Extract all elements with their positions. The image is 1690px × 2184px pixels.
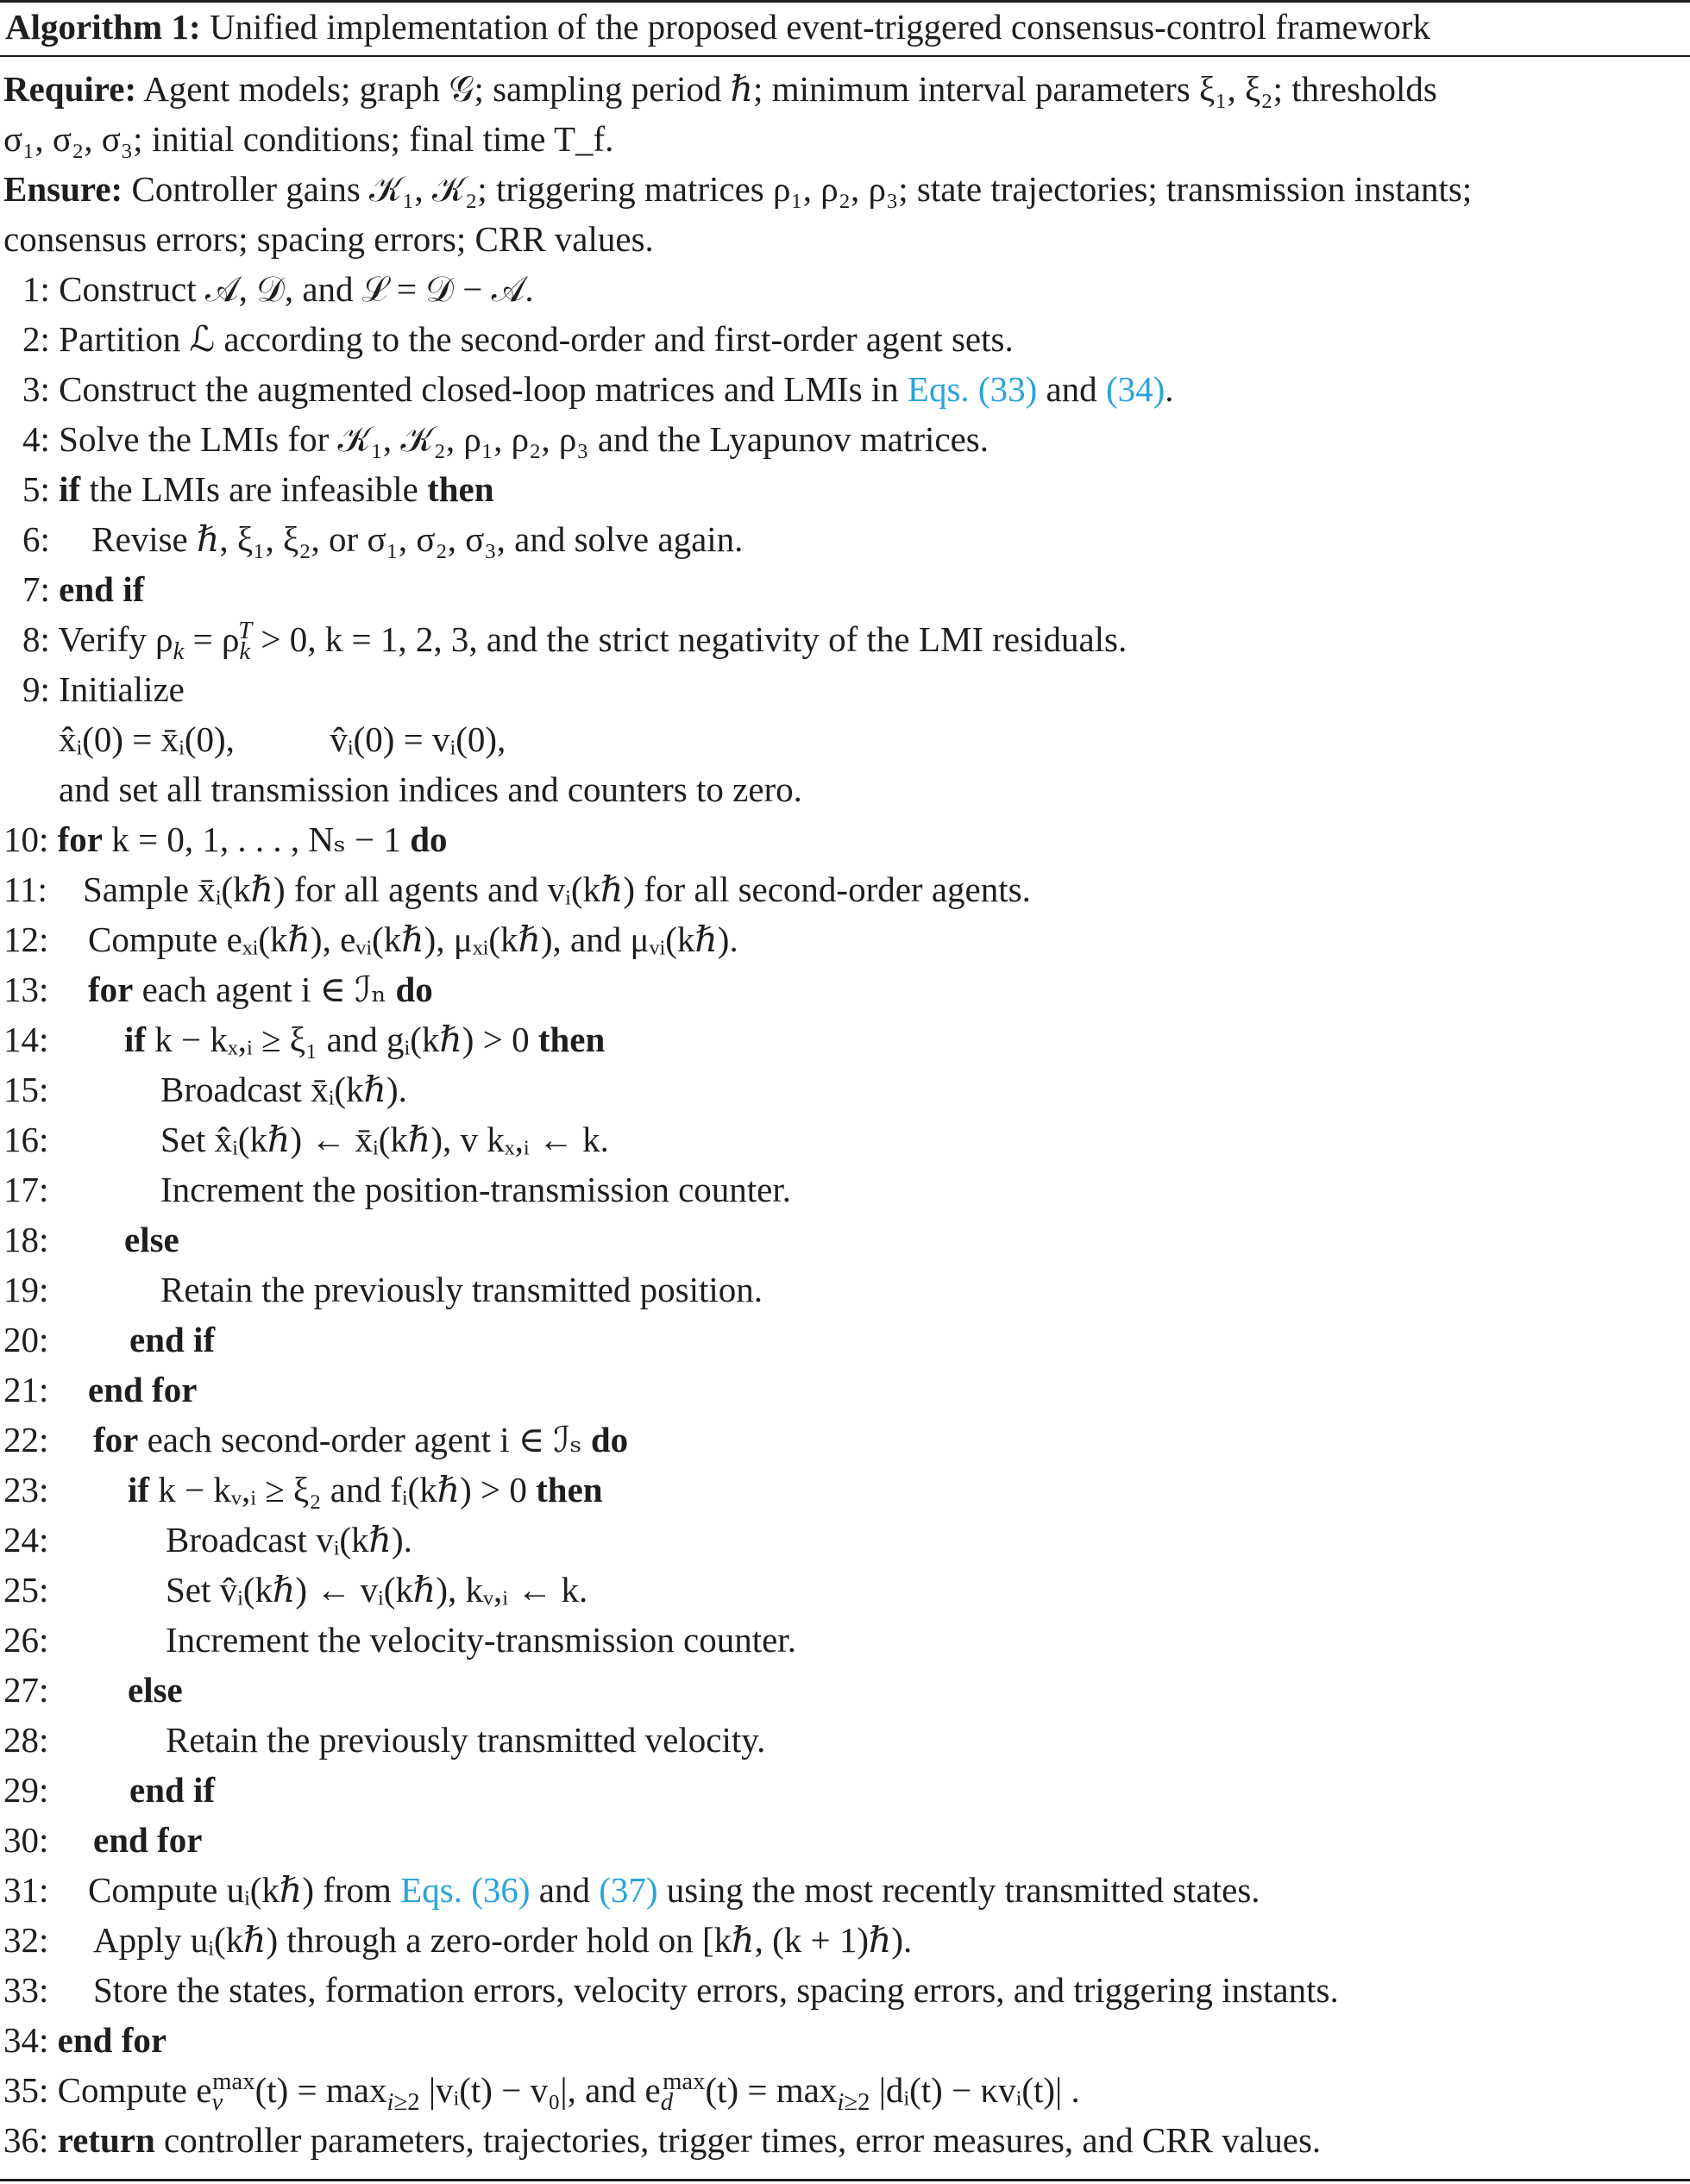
step-36 [3,2118,1321,2162]
step-26 [3,1618,796,1661]
step-17 [3,1168,791,1211]
step-number: 5: [22,469,50,509]
step-25 [3,1568,587,1611]
step-7 [22,568,144,611]
step-text: |vᵢ(t) − v₀|, and e [419,2070,661,2110]
eq-36-link[interactable]: Eqs. (36) [400,1870,531,1910]
step-text: Increment the position-transmission counter. [160,1170,792,1209]
keyword-for: for [93,1420,139,1459]
step-text: Increment the velocity-transmission counter. [166,1620,796,1660]
step-number: 9: [22,669,50,709]
init-equation-v: v̂ᵢ(0) = vᵢ(0), [330,719,506,759]
step-text: k = 0, 1, . . . , Nₛ − 1 [111,819,401,859]
step-number: 17: [3,1170,49,1209]
step-text: |dᵢ(t) − κvᵢ(t)| . [870,2070,1080,2110]
step-number: 21: [3,1370,49,1409]
step-text: and [1037,369,1106,409]
step-33 [3,1968,1339,2011]
step-number: 14: [3,1020,49,1059]
step-number: 1: [22,269,50,309]
step-19 [3,1268,763,1311]
keyword-end-if: end if [129,1320,216,1359]
step-9-equation [59,718,506,761]
step-text: k − kᵥ,ᵢ ≥ ξ₂ and fᵢ(kℏ) > 0 [158,1470,527,1509]
keyword-then: then [427,469,494,509]
step-text: controller parameters, trajectories, trigger times, error measures, and CRR values. [164,2120,1322,2160]
keyword-do: do [395,970,433,1009]
step-text: Retain the previously transmitted velocity. [166,1720,766,1760]
eq-37-link[interactable]: (37) [599,1870,658,1910]
step-text: > 0, k = 1, 2, 3, and the strict negativity of the LMI residuals. [252,619,1128,659]
step-text: and set all transmission indices and counters to zero. [59,769,802,809]
step-number: 29: [3,1770,49,1810]
require-line-2 [3,117,613,160]
step-text: Compute eₓᵢ(kℏ), eᵥᵢ(kℏ), μₓᵢ(kℏ), and μᵥᵢ(kℏ). [88,919,738,959]
keyword-end-for: end for [88,1370,198,1409]
step-number: 34: [3,2020,49,2060]
step-8: 8: Verify $\rho_k = \rho_k^T > 0$, k = 1, 2, 3, and the strict negativity of the LMI residuals. [22,617,1128,666]
step-number: 7: [22,569,50,609]
step-number: 25: [3,1570,49,1610]
step-23 [3,1468,603,1511]
step-number: 3: [22,369,50,409]
step-text: Solve the LMIs for 𝒦₁, 𝒦₂, ρ₁, ρ₂, ρ₃ and the Lyapunov matrices. [59,419,989,459]
require-text-1: Agent models; graph 𝒢; sampling period ℏ; minimum interval parameters ξ₁, ξ₂; thresholds [143,69,1437,109]
keyword-if: if [124,1020,147,1059]
step-22 [3,1418,628,1461]
ensure-line-1 [3,167,1472,210]
keyword-return: return [57,2120,155,2160]
step-text: Apply uᵢ(kℏ) through a zero-order hold on [kℏ, (k + 1)ℏ). [93,1920,913,1960]
step-30 [3,1818,202,1861]
step-text: Broadcast vᵢ(kℏ). [166,1520,412,1560]
algorithm-label: Algorithm 1: [5,7,201,47]
step-32 [3,1918,912,1961]
step-16 [3,1118,609,1161]
step-number: 15: [3,1070,49,1109]
step-number: 36: [3,2120,49,2160]
keyword-then: then [537,1020,606,1059]
step-text: using the most recently transmitted states. [657,1870,1260,1910]
eq-33-link[interactable]: Eqs. (33) [907,369,1038,409]
keyword-else: else [124,1220,179,1259]
step-number: 27: [3,1670,49,1710]
keyword-else: else [128,1670,183,1710]
step-number: 20: [3,1320,49,1359]
step-29 [3,1768,215,1811]
step-text: the LMIs are infeasible [89,469,418,509]
keyword-end-for: end for [93,1820,203,1860]
step-number: 22: [3,1420,49,1459]
step-6 [22,518,743,561]
step-text: . [1165,369,1174,409]
keyword-end-for: end for [57,2020,167,2060]
step-28 [3,1718,765,1761]
step-number: 35: [3,2070,49,2110]
step-text: (t) = max [254,2070,387,2110]
step-text: Set v̂ᵢ(kℏ) ← vᵢ(kℏ), kᵥ,ᵢ ← k. [166,1570,588,1610]
step-text: Construct the augmented closed-loop matrices and LMIs in [59,369,908,409]
ensure-text-2: consensus errors; spacing errors; CRR values. [3,219,654,259]
step-number: 13: [3,970,49,1009]
step-2 [22,317,1014,361]
step-number: 8: [22,619,50,659]
step-text: Construct 𝒜, 𝒟, and ℒ = 𝒟 − 𝒜. [59,269,534,309]
step-text: Set x̂ᵢ(kℏ) ← x̄ᵢ(kℏ), v kₓ,ᵢ ← k. [160,1120,609,1159]
ensure-text-1: Controller gains 𝒦₁, 𝒦₂; triggering matrices ρ₁, ρ₂, ρ₃; state trajectories; transmission instants; [131,169,1473,209]
step-text: each second-order agent i ∈ ℐₛ [147,1420,582,1459]
step-35: 35: Compute $e_v^{max}(t) = \max_{i\ge 2}$ |vᵢ(t) − v₀|, and $e_d^{max}(t) = \max_{i\ge 2}$ |dᵢ(t) − κvᵢ(t)| . [3,2068,1080,2117]
step-number: 18: [3,1220,49,1259]
step-14 [3,1018,605,1061]
step-text: and [530,1870,600,1910]
step-18 [3,1218,179,1261]
step-1 [22,267,534,311]
step-number: 31: [3,1870,49,1910]
step-number: 2: [22,319,50,359]
step-text: Partition ℒ according to the second-order and first-order agent sets. [59,319,1014,359]
step-9 [22,668,185,711]
step-number: 32: [3,1920,49,1960]
step-11 [3,868,1031,911]
keyword-for: for [57,819,104,859]
keyword-if: if [128,1470,150,1509]
step-3 [22,367,1174,411]
step-text: Initialize [59,669,185,709]
step-number: 16: [3,1120,49,1159]
step-text: Broadcast x̄ᵢ(kℏ). [160,1070,407,1109]
ensure-line-2 [3,217,654,260]
header-rule [0,55,1690,57]
keyword-if: if [59,469,81,509]
keyword-do: do [410,819,448,859]
step-number: 19: [3,1270,49,1309]
step-text: Revise ℏ, ξ₁, ξ₂, or σ₁, σ₂, σ₃, and solve again. [91,519,744,559]
step-text: each agent i ∈ ℐₙ [141,970,387,1009]
step-34 [3,2018,166,2062]
algorithm-title-text: Unified implementation of the proposed event-triggered consensus-control framework [209,7,1431,47]
step-21 [3,1368,197,1411]
step-12 [3,918,738,961]
eq-34-link[interactable]: (34) [1105,369,1165,409]
keyword-end-if: end if [59,569,145,609]
step-number: 6: [22,519,50,559]
step-27 [3,1668,183,1711]
require-label: Require: [3,69,137,109]
algorithm-title [5,5,1430,48]
require-line-1 [3,67,1437,110]
step-number: 12: [3,919,49,959]
step-text: k − kₓ,ᵢ ≥ ξ₁ and gᵢ(kℏ) > 0 [154,1020,530,1059]
step-text: Compute e [57,2070,212,2110]
keyword-for: for [88,970,134,1009]
step-text: (t) = max [705,2070,838,2110]
step-20 [3,1318,215,1361]
step-number: 11: [3,869,47,909]
step-5 [22,468,494,511]
step-number: 24: [3,1520,49,1560]
top-rule [0,0,1690,3]
step-number: 26: [3,1620,49,1660]
step-24 [3,1518,412,1561]
step-text: Sample x̄ᵢ(kℏ) for all agents and vᵢ(kℏ) for all second-order agents. [83,869,1031,909]
step-number: 23: [3,1470,49,1509]
step-13 [3,968,433,1011]
step-10 [3,818,448,861]
bottom-rule [0,2179,1690,2181]
step-text: Compute uᵢ(kℏ) from [88,1870,401,1910]
step-31 [3,1868,1260,1911]
keyword-do: do [590,1420,629,1459]
step-number: 30: [3,1820,49,1860]
step-number: 4: [22,419,50,459]
ensure-label: Ensure: [3,169,123,209]
step-number: 33: [3,1970,49,2010]
step-4 [22,417,989,461]
init-equation-x: x̂ᵢ(0) = x̄ᵢ(0), [59,719,235,759]
step-15 [3,1068,407,1111]
require-text-2: σ₁, σ₂, σ₃; initial conditions; final time T_f. [3,119,614,159]
keyword-end-if: end if [129,1770,216,1810]
step-text: Retain the previously transmitted position. [160,1270,763,1309]
step-text: Verify ρ [58,619,173,659]
keyword-then: then [536,1470,603,1509]
step-number: 28: [3,1720,49,1760]
step-text: Store the states, formation errors, velocity errors, spacing errors, and triggering instants. [93,1970,1339,2010]
step-9-tail [59,768,802,811]
step-number: 10: [3,819,49,859]
